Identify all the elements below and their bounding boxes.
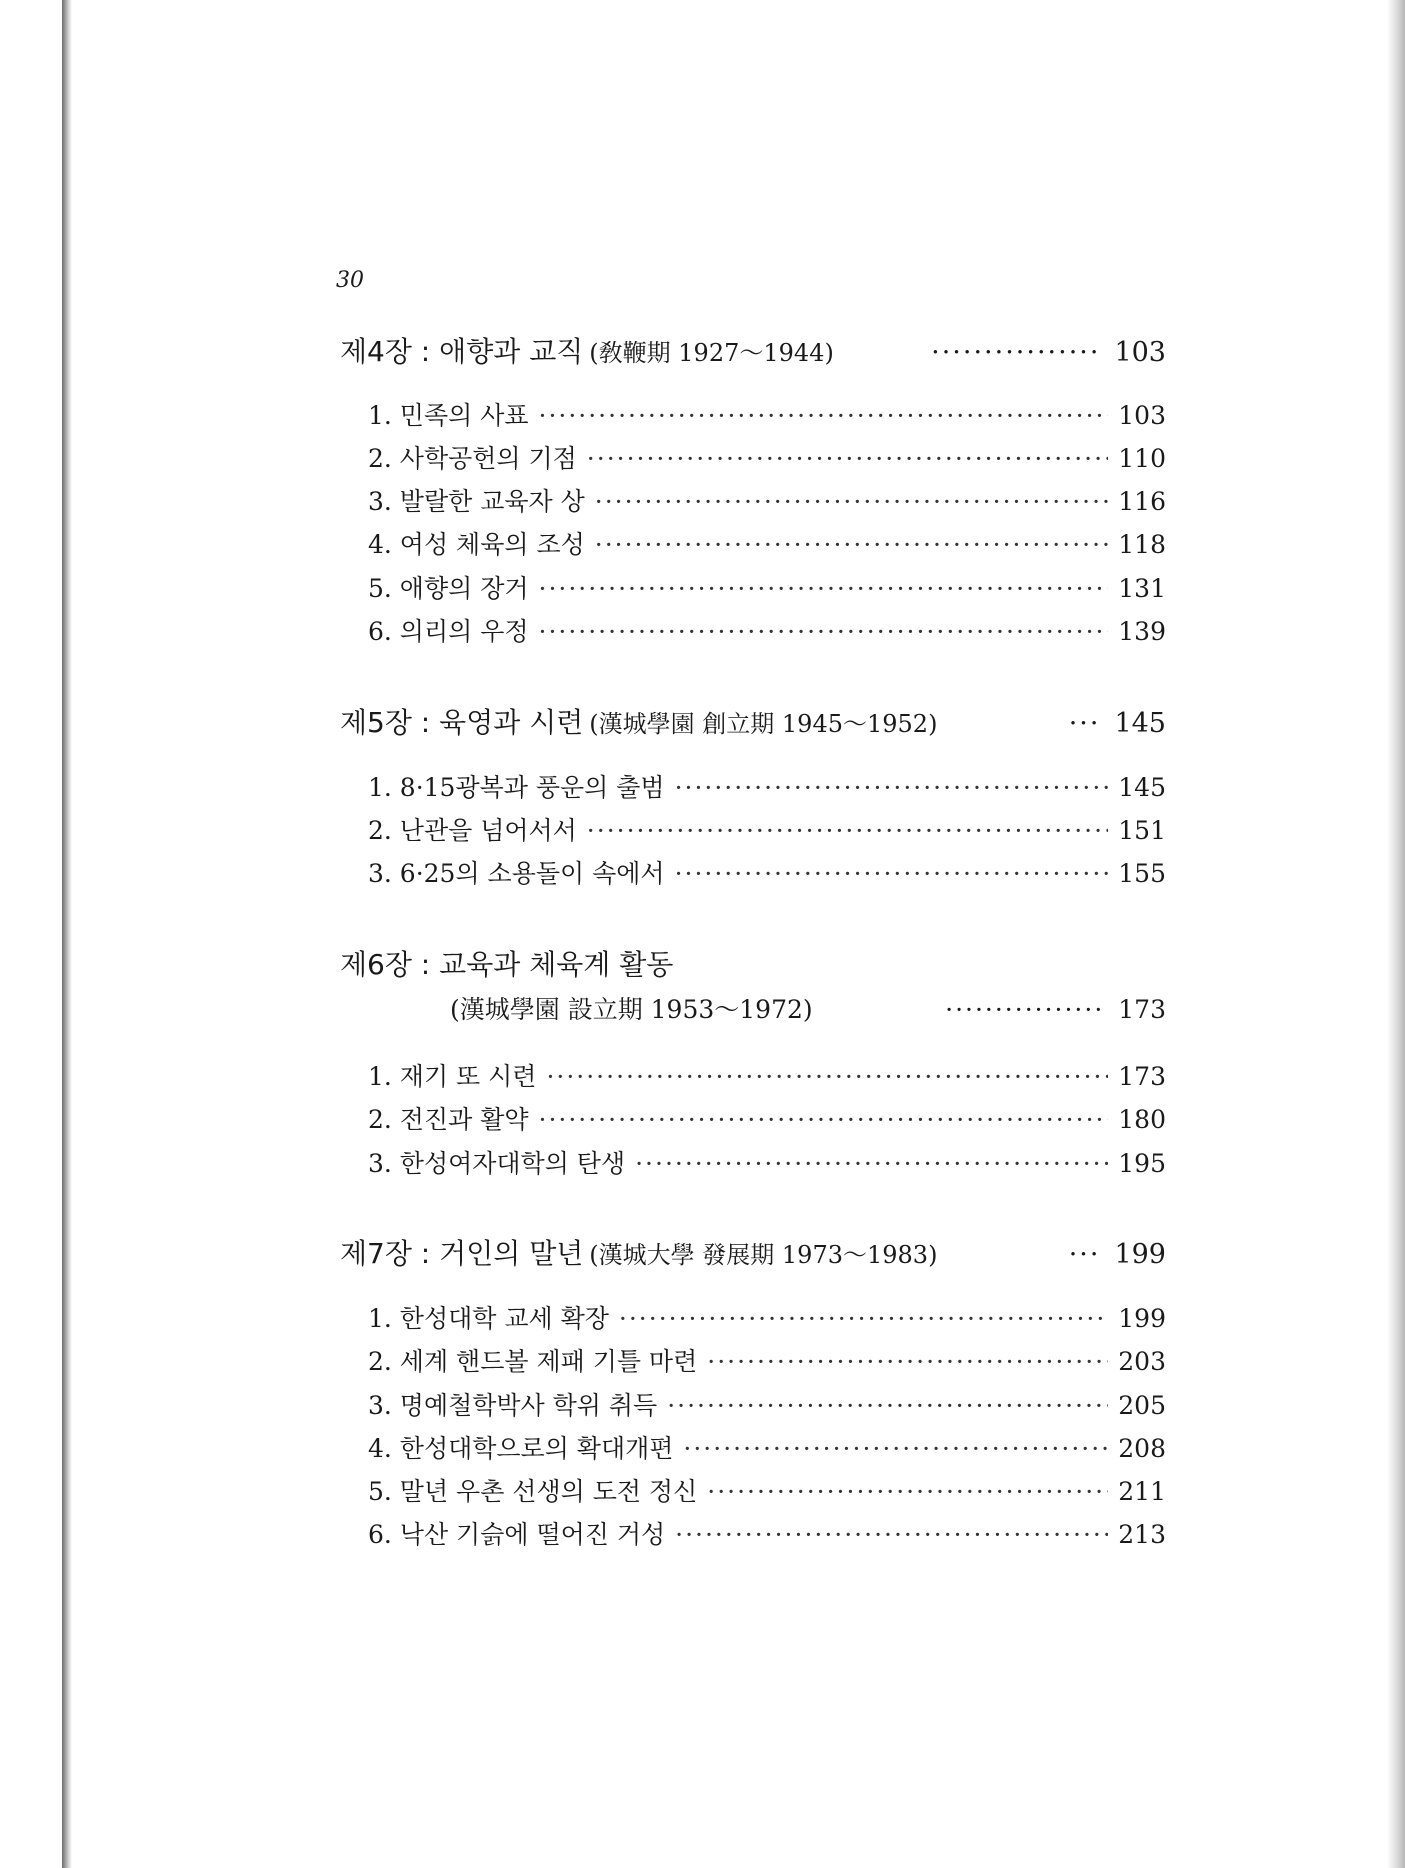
chapter-heading: 제7장 : 거인의 말년 <box>340 1237 584 1270</box>
toc-item-label: 3. 6·25의 소용돌이 속에서 <box>368 859 665 888</box>
leader-dots <box>546 1062 1108 1091</box>
leader-dots <box>675 773 1109 802</box>
toc-item <box>368 482 1166 518</box>
toc-chapter-6-period <box>450 990 1166 1026</box>
toc-item-page: 199 <box>1118 1304 1166 1333</box>
toc-item-page: 203 <box>1118 1347 1166 1376</box>
toc-item-label: 1. 8·15광복과 풍운의 출범 <box>368 773 665 802</box>
chapter-title <box>340 943 673 983</box>
chapter-title <box>340 330 834 370</box>
toc-item-page: 131 <box>1118 574 1166 603</box>
toc-item-page: 173 <box>1118 1062 1166 1091</box>
leader-dots <box>539 1105 1109 1134</box>
toc-item <box>368 854 1166 890</box>
toc-chapter-7 <box>340 1232 1166 1272</box>
toc-item-label: 2. 세계 핸드볼 제패 기틀 마련 <box>368 1347 698 1376</box>
toc-item <box>368 525 1166 561</box>
toc-item-page: 110 <box>1118 444 1166 473</box>
toc-item-page: 151 <box>1118 816 1166 845</box>
page-left-edge <box>62 0 72 1868</box>
chapter-period: (漢城大學 發展期 1973～1983) <box>589 1241 938 1269</box>
leader-dots <box>707 1477 1108 1506</box>
chapter-leader-dots: ··· <box>1068 1239 1101 1270</box>
chapter-period: (敎鞭期 1927～1944) <box>589 339 834 367</box>
toc-item-label: 2. 사학공헌의 기점 <box>368 444 577 473</box>
chapter-title <box>340 701 937 741</box>
toc-item-page: 103 <box>1118 401 1166 430</box>
leader-dots <box>675 859 1109 888</box>
toc-chapter-5 <box>340 701 1166 741</box>
toc-item-label: 6. 낙산 기슭에 떨어진 거성 <box>368 1520 666 1549</box>
toc-item-page: 139 <box>1118 617 1166 646</box>
toc-chapter-4 <box>340 330 1166 370</box>
toc-item-page: 116 <box>1118 487 1166 516</box>
chapter-page: 103 <box>1114 337 1166 368</box>
toc-item-page: 213 <box>1118 1520 1166 1549</box>
leader-dots <box>539 574 1109 603</box>
chapter-heading: 제5장 : 육영과 시련 <box>340 706 584 739</box>
toc-item <box>368 768 1166 804</box>
chapter-leader-dots: ··· <box>1068 708 1101 739</box>
toc-item-label: 6. 의리의 우정 <box>368 617 529 646</box>
toc-item-label: 5. 말년 우촌 선생의 도전 정신 <box>368 1477 698 1506</box>
leader-dots <box>683 1434 1108 1463</box>
toc-item-page: 205 <box>1118 1391 1166 1420</box>
toc-item-page: 118 <box>1118 530 1166 559</box>
toc-item <box>368 1144 1166 1180</box>
chapter-leader-dots: ················ <box>945 995 1105 1024</box>
toc-item-page: 208 <box>1118 1434 1166 1463</box>
toc-item-page: 195 <box>1118 1149 1166 1178</box>
leader-dots <box>667 1391 1108 1420</box>
toc-item-label: 1. 한성대학 교세 확장 <box>368 1304 609 1333</box>
chapter-page: 199 <box>1114 1239 1166 1270</box>
leader-dots <box>587 816 1108 845</box>
toc-item <box>368 1100 1166 1136</box>
toc-item <box>368 1429 1166 1465</box>
toc-item-label: 2. 난관을 넘어서서 <box>368 816 577 845</box>
chapter-heading: 제6장 : 교육과 체육계 활동 <box>340 948 674 981</box>
toc-item <box>368 811 1166 847</box>
chapter-title <box>340 1232 937 1272</box>
leader-dots <box>675 1520 1108 1549</box>
leader-dots <box>595 487 1109 516</box>
toc-item-page: 155 <box>1118 859 1166 888</box>
toc-chapter-6 <box>340 943 1166 983</box>
leader-dots <box>587 444 1108 473</box>
toc-item-label: 3. 명예철학박사 학위 취득 <box>368 1391 658 1420</box>
leader-dots <box>619 1304 1108 1333</box>
page-number: 30 <box>336 268 364 293</box>
leader-dots <box>635 1149 1108 1178</box>
chapter-period: (漢城學園 設立期 1953～1972) <box>450 995 813 1024</box>
toc-item <box>368 1515 1166 1551</box>
toc-item <box>368 1342 1166 1378</box>
chapter-page: 145 <box>1114 708 1166 739</box>
toc-item-page: 211 <box>1118 1477 1166 1506</box>
toc-item-label: 3. 한성여자대학의 탄생 <box>368 1149 626 1178</box>
toc-item-label: 2. 전진과 활약 <box>368 1105 529 1134</box>
toc-item <box>368 1472 1166 1508</box>
chapter-leader-dots: ················ <box>931 337 1101 368</box>
toc-item <box>368 1386 1166 1422</box>
toc-item <box>368 396 1166 432</box>
leader-dots <box>539 401 1109 430</box>
toc-item <box>368 612 1166 648</box>
toc-item-page: 180 <box>1118 1105 1166 1134</box>
page-right-edge <box>1387 0 1405 1868</box>
toc-item <box>368 439 1166 475</box>
toc-item <box>368 1057 1166 1093</box>
toc-item <box>368 569 1166 605</box>
chapter-period: (漢城學園 創立期 1945～1952) <box>589 710 938 738</box>
chapter-heading: 제4장 : 애향과 교직 <box>340 335 584 368</box>
leader-dots <box>707 1347 1108 1376</box>
toc-item <box>368 1299 1166 1335</box>
toc-item-label: 1. 재기 또 시련 <box>368 1062 537 1091</box>
toc-item-label: 4. 여성 체육의 조성 <box>368 530 585 559</box>
toc-item-label: 1. 민족의 사표 <box>368 401 529 430</box>
toc-item-label: 4. 한성대학으로의 확대개편 <box>368 1434 674 1463</box>
chapter-page: 173 <box>1118 995 1166 1024</box>
toc-item-label: 5. 애향의 장거 <box>368 574 529 603</box>
toc-item-label: 3. 발랄한 교육자 상 <box>368 487 585 516</box>
leader-dots <box>595 530 1109 559</box>
toc-item-page: 145 <box>1118 773 1166 802</box>
leader-dots <box>539 617 1109 646</box>
